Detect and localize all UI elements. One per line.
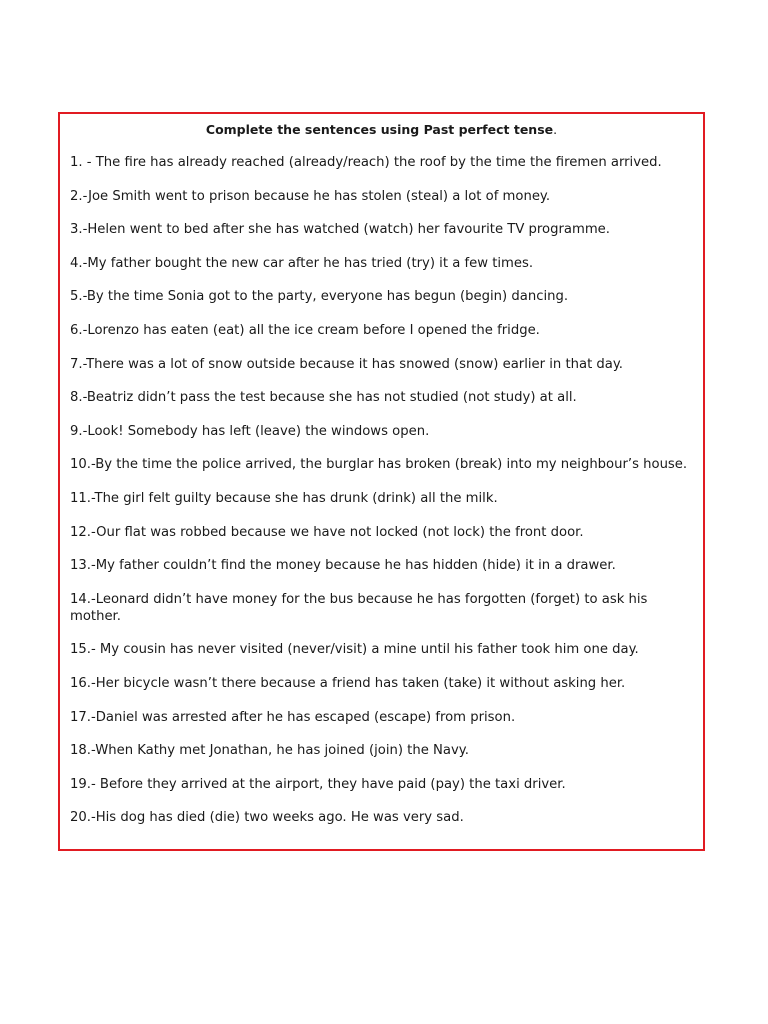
sentence-item: 3.-Helen went to bed after she has watched (watch) her favourite TV programme. — [70, 222, 610, 238]
sentence-item: 20.-His dog has died (die) two weeks ago. He was very sad. — [70, 810, 464, 826]
sentence-item: 13.-My father couldn’t find the money because he has hidden (hide) it in a drawer. — [70, 558, 616, 574]
sentence-item: 9.-Look! Somebody has left (leave) the windows open. — [70, 423, 430, 439]
sentence-item: 7.-There was a lot of snow outside because it has snowed (snow) earlier in that day. — [70, 356, 624, 372]
worksheet-title-punct: . — [553, 122, 558, 137]
sentence-item: 5.-By the time Sonia got to the party, everyone has begun (begin) dancing. — [70, 289, 569, 305]
sentence-item: 16.-Her bicycle wasn’t there because a friend has taken (take) it without asking her. — [70, 675, 626, 691]
sentence-item: 1. - The fire has already reached (already/reach) the roof by the time the firemen arrived. — [70, 155, 662, 170]
sentence-item: 6.-Lorenzo has eaten (eat) all the ice cream before I opened the fridge. — [70, 322, 540, 338]
worksheet-box — [58, 112, 705, 851]
sentence-item: 8.-Beatriz didn’t pass the test because she has not studied (not study) at all. — [70, 390, 577, 406]
sentence-item: 19.- Before they arrived at the airport, they have paid (pay) the taxi driver. — [70, 776, 566, 792]
sentence-item: 14.-Leonard didn’t have money for the bus because he has forgotten (forget) to ask his mother. — [70, 591, 648, 624]
sentence-item: 11.-The girl felt guilty because she has drunk (drink) all the milk. — [70, 490, 498, 506]
sentence-list — [70, 154, 693, 826]
sentence-item: 18.-When Kathy met Jonathan, he has joined (join) the Navy. — [70, 743, 469, 759]
sentence-item: 10.-By the time the police arrived, the burglar has broken (break) into my neighbour’s house. — [70, 457, 688, 473]
sentence-item: 17.-Daniel was arrested after he has escaped (escape) from prison. — [70, 709, 516, 725]
worksheet-title — [70, 123, 693, 137]
sentence-item: 2.-Joe Smith went to prison because he has stolen (steal) a lot of money. — [70, 188, 551, 204]
sentence-item: 12.-Our flat was robbed because we have not locked (not lock) the front door. — [70, 524, 584, 540]
worksheet-title-text: Complete the sentences using Past perfect tense — [205, 122, 554, 137]
sentence-item: 4.-My father bought the new car after he has tried (try) it a few times. — [70, 255, 534, 271]
sentence-item: 15.- My cousin has never visited (never/visit) a mine until his father took him one day. — [70, 642, 639, 658]
